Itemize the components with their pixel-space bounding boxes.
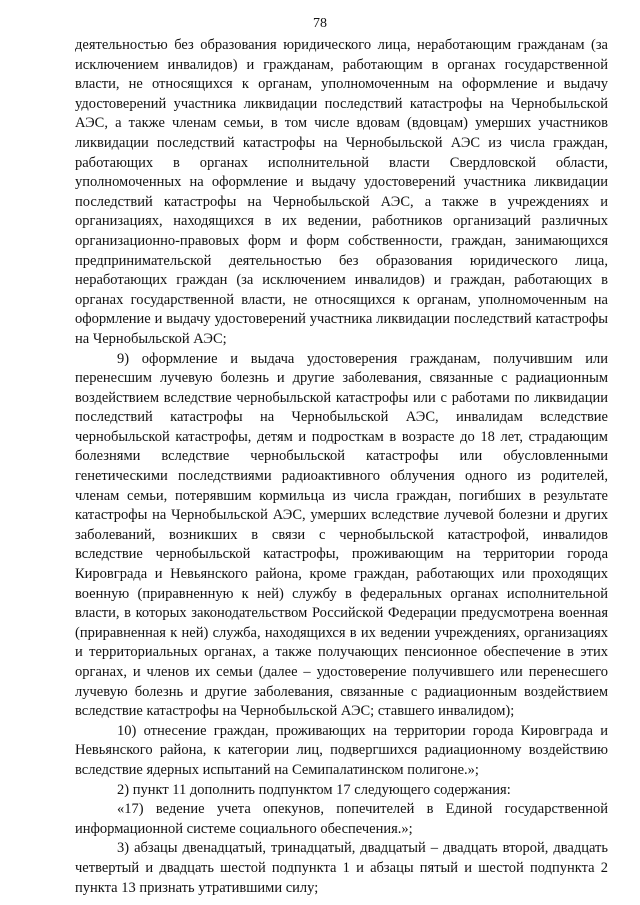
document-body (75, 36, 608, 898)
paragraph-amendment-2: 2) пункт 11 дополнить подпунктом 17 следующего содержания: (117, 781, 511, 798)
paragraph-item-10: 10) отнесение граждан, проживающих на территории города Кировграда и Невьянского района, к категории лиц, подвергшихся радиационному воздействию вследствие ядерных испытаний на Семипалатинском полигоне.»; (75, 722, 608, 778)
paragraph-item-17: «17) ведение учета опекунов, попечителей в Единой государственной информационной системе социального обеспечения.»; (75, 801, 608, 837)
paragraph-amendment-3: 3) абзацы двенадцатый, тринадцатый, двадцатый – двадцать второй, двадцать четвертый и двадцать шестой подпункта 1 и абзацы пятый и шестой подпункта 2 пункта 13 признать утратившими силу; (75, 840, 608, 896)
paragraph-continuation: деятельностью без образования юридического лица, неработающим гражданам (за исключением инвалидов) и гражданам, работающим в органах государственной власти, не относящихся к органам, уполномоченным на оформление и выдачу удостоверений участника ликвидации последствий катастрофы на Чернобыльской АЭС, а также членам семьи, в том числе вдовам (вдовцам) умерших участников ликвидации последствий катастрофы на Чернобыльской АЭС из числа граждан, работающих в органах исполнительной власти Свердловской области, уполномоченных на оформление и выдачу удостоверений участника ликвидации последствий катастрофы на Чернобыльской АЭС, а также в учреждениях и организациях, находящихся в их ведении, работников организаций различных организационно-правовых форм и форм собственности, граждан, занимающихся предпринимательской деятельностью без образования юридического лица, неработающих граждан (за исключением инвалидов) и граждан, работающих в органах государственной власти, не относящихся к органам, уполномоченным на оформление и выдачу удостоверений участника ликвидации последствий катастрофы на Чернобыльской АЭС; (75, 37, 608, 347)
paragraph-item-9: 9) оформление и выдача удостоверения гражданам, получившим или перенесшим лучевую болезнь и другие заболевания, связанные с радиационным воздействием вследствие чернобыльской катастрофы или с работами по ликвидации последствий катастрофы на Чернобыльской АЭС, инвалидам вследствие чернобыльской катастрофы, детям и подросткам в возрасте до 18 лет, страдающим болезнями вследствие чернобыльской катастрофы или обусловленными генетическими последствиями радиоактивного облучения одного из родителей, членам семьи, потерявшим кормильца из числа граждан, погибших в результате катастрофы на Чернобыльской АЭС, умерших вследствие лучевой болезни и других заболеваний, возникших в связи с чернобыльской катастрофой, инвалидов вследствие чернобыльской катастрофы, проживающим на территории города Кировграда и Невьянского района, кроме граждан, работающих или проходящих военную (приравненную к ней) службу в федеральных органах исполнительной власти, в которых законодательством Российской Федерации предусмотрена военная (приравненная к ней) служба, находящихся в их ведении учреждениях, организациях и территориальных органах, а также получающих пенсионное обеспечение в этих органах, и членов их семьи (далее – удостоверение получившего или перенесшего лучевую болезнь и другие заболевания, связанные с радиационным воздействием вследствие катастрофы на Чернобыльской АЭС; ставшего инвалидом); (75, 350, 608, 720)
page-number: 78 (313, 16, 327, 31)
